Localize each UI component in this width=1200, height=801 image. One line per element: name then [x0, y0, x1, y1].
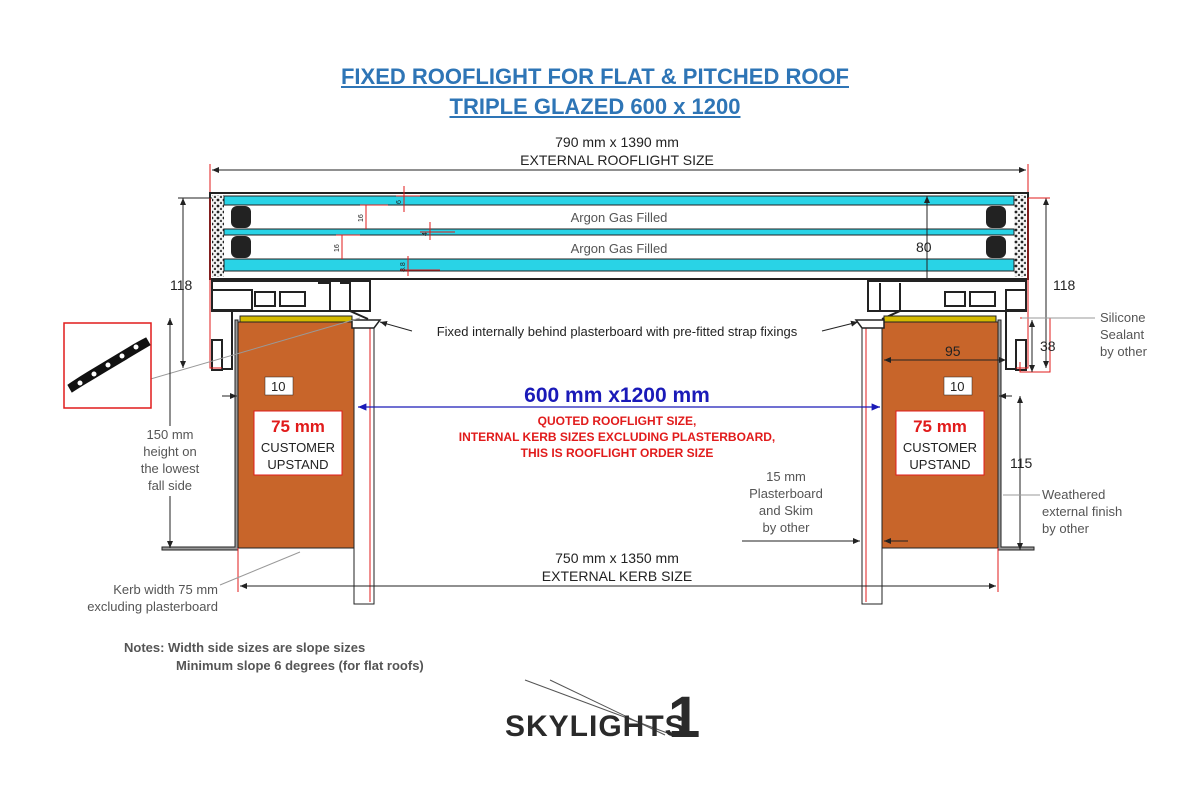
right-upstand-line1: CUSTOMER [902, 440, 978, 455]
left-upstand-size: 75 mm [271, 417, 325, 436]
quoted-line-2: INTERNAL KERB SIZES EXCLUDING PLASTERBOARD, [458, 430, 776, 444]
kerb-size-label: EXTERNAL KERB SIZE [541, 568, 693, 584]
title-line-2: TRIPLE GLAZED 600 x 1200 [449, 94, 741, 119]
spacer-right-2 [986, 236, 1006, 258]
strap-fixing-label: Fixed internally behind plasterboard with pre-fitted strap fixings [436, 324, 798, 339]
right-upstand-sealant [884, 316, 996, 322]
glass-pane-middle [224, 229, 1014, 235]
skylights-logo [505, 680, 700, 750]
logo-number: 1 [668, 685, 701, 750]
kerb-width-line-1: Kerb width 75 mm [113, 582, 218, 597]
weathered-line-1: Weathered [1042, 487, 1106, 502]
dim-118-right: 118 [1053, 277, 1076, 293]
notes-line-1: Notes: Width side sizes are slope sizes [124, 640, 366, 655]
dim-115: 115 [1010, 455, 1033, 471]
strap-leader-right [822, 322, 858, 331]
notes [124, 639, 424, 675]
spacer-left-1 [231, 206, 251, 228]
strap-leader-left [380, 322, 412, 331]
quoted-line-3: THIS IS ROOFLIGHT ORDER SIZE [520, 446, 714, 460]
plasterboard-line-3: and Skim [758, 503, 814, 518]
dim-10-right: 10 [950, 379, 965, 394]
weathered-line-2: external finish [1042, 504, 1123, 519]
height-line-1: 150 mm [146, 427, 194, 442]
silicone-line-1: Silicone [1100, 310, 1146, 325]
height-line-2: height on [143, 444, 197, 459]
gas-fill-label-1: Argon Gas Filled [570, 210, 668, 225]
left-edge-seal [212, 195, 224, 277]
right-upstand-line2: UPSTAND [909, 457, 971, 472]
spacer-right-1 [986, 206, 1006, 228]
left-plaster-cap [352, 320, 380, 328]
kerb-size-value: 750 mm x 1350 mm [555, 550, 679, 566]
height-line-4: fall side [147, 478, 193, 493]
glazing-dim-6: 6 [396, 200, 403, 204]
dim-10-left: 10 [271, 379, 286, 394]
glass-pane-bottom [224, 259, 1014, 271]
plasterboard-line-2: Plasterboard [749, 486, 823, 501]
right-upstand-size: 75 mm [913, 417, 967, 436]
dim-38: 38 [1040, 338, 1056, 354]
internal-size-value: 600 mm x1200 mm [524, 384, 710, 407]
left-upstand-sealant [240, 316, 352, 322]
right-plaster-cap [856, 320, 884, 328]
glazing-dim-4: 4 [422, 232, 429, 236]
glazing-dim-8-8: 8.8 [400, 262, 407, 272]
kerb-width-leader [220, 552, 300, 585]
logo-text: SKYLIGHTS [505, 710, 686, 743]
plasterboard-line-1: 15 mm [766, 469, 806, 484]
height-line-3: the lowest [140, 461, 200, 476]
left-upstand-line2: UPSTAND [267, 457, 329, 472]
dim-95: 95 [945, 343, 961, 359]
weathered-line-3: by other [1042, 521, 1089, 536]
dim-80: 80 [916, 239, 932, 255]
silicone-line-2: Sealant [1100, 327, 1145, 342]
external-size-label: EXTERNAL ROOFLIGHT SIZE [520, 152, 714, 168]
right-plasterboard [862, 320, 882, 604]
kerb-width-line-2: excluding plasterboard [87, 599, 218, 614]
notes-line-2: Minimum slope 6 degrees (for flat roofs) [176, 658, 424, 673]
title-line-1: FIXED ROOFLIGHT FOR FLAT & PITCHED ROOF [340, 64, 849, 89]
left-upstand-line1: CUSTOMER [260, 440, 336, 455]
glazing-dim-16a: 16 [358, 214, 365, 222]
glazing-dim-16b: 16 [334, 244, 341, 252]
quoted-line-1: QUOTED ROOFLIGHT SIZE, [537, 414, 697, 428]
external-size-value: 790 mm x 1390 mm [555, 134, 679, 150]
gas-fill-label-2: Argon Gas Filled [570, 241, 668, 256]
spacer-left-2 [231, 236, 251, 258]
dim-118-left: 118 [170, 277, 193, 293]
right-edge-seal [1014, 195, 1026, 277]
left-plasterboard [354, 320, 374, 604]
silicone-line-3: by other [1100, 344, 1147, 359]
glass-pane-top [224, 196, 1014, 205]
plasterboard-line-4: by other [762, 520, 810, 535]
